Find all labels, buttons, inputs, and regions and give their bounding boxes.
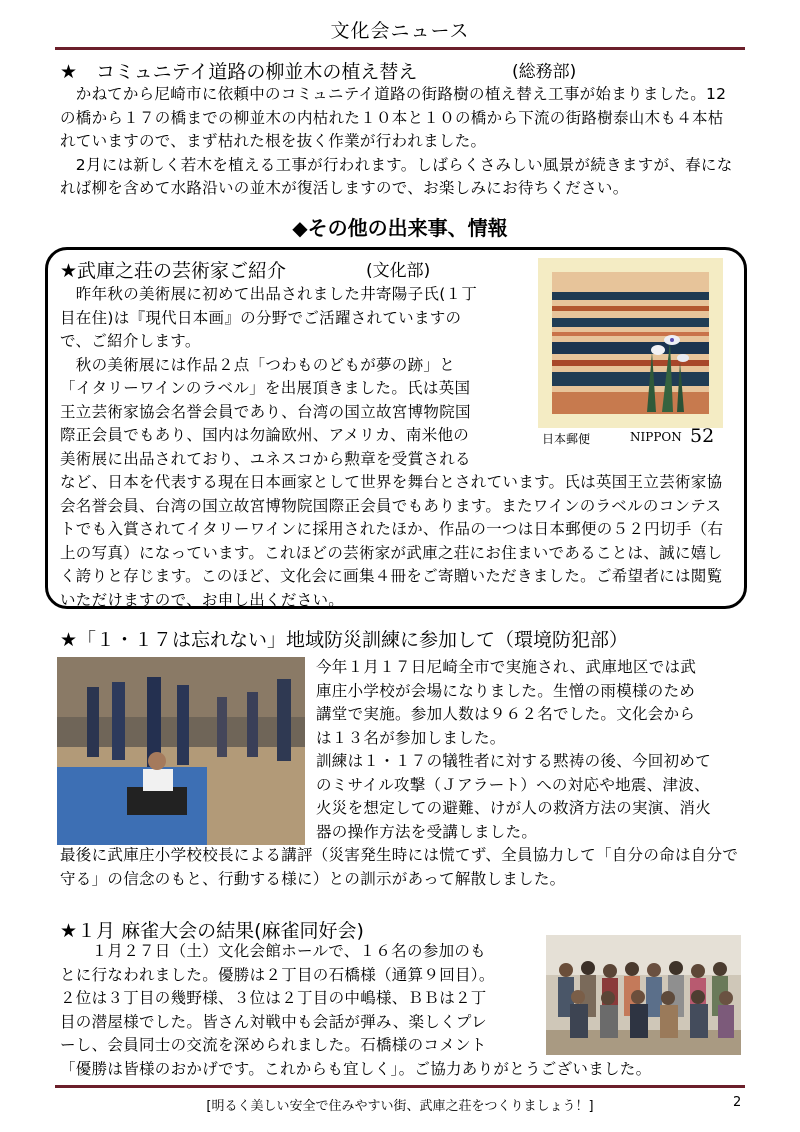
section1-dept: (総務部) — [512, 62, 577, 82]
text-line: 器の操作方法を受講しました。 — [316, 822, 538, 841]
section1-paragraph: かねてから尼崎市に依頼中のコミュニテイ道路の街路樹の植え替え工事が始まりました。12 の橋から１７の橋までの柳並木の内枯れた１０本と１０の橋から下流の街路樹泰山木も４本枯れていますので、まず枯れた根を抜く作業が行われました。 — [60, 85, 727, 150]
text-line: ２位は３丁目の幾野様、３位は２丁目の中嶋様、ＢＢは２丁 — [60, 989, 487, 1007]
text-line: 目の潜屋様でした。皆さん対戦中も会話が弾み、楽しくプレ — [60, 1012, 487, 1031]
text-line: 訓練は１・１７の犠牲者に対する黙祷の後、今回初めて — [316, 752, 712, 770]
mahjong-group-photo — [546, 935, 741, 1055]
section1-paragraph: 2月には新しく若木を植える工事が行われます。しばらくさみしい風景が続きますが、春になれば柳を含めて水路沿いの並木が復活しますので、お楽しみにお待ちください。 — [60, 155, 733, 197]
section4-body: 「優勝は皆様のおかげです。これからも宜しく」。ご協力ありがとうございました。 — [60, 1060, 652, 1078]
section2-title: ★武庫之荘の芸術家ご紹介 — [60, 260, 287, 282]
footer-slogan: [明るく美しい安全で住みやすい街、武庫之荘をつくりましょう！] — [206, 1099, 594, 1114]
text-line: で、ご紹介します。 — [60, 332, 201, 350]
section2-wrap-text — [60, 283, 530, 471]
text-line: は１３名が参加しました。 — [316, 728, 506, 747]
text-line: 講堂で実施。参加人数は９６２名でした。文化会から — [316, 705, 696, 723]
section4-wrap-text — [60, 940, 540, 1058]
text-line: のミサイル攻撃（Ｊアラート）への対応や地震、津波、 — [316, 775, 710, 794]
text-line: 庫庄小学校が会場になりました。生憎の雨模様のため — [316, 681, 696, 700]
stamp-painting — [552, 272, 709, 414]
text-line: 昨年秋の美術展に初めて出品されました井寄陽子氏(１丁 — [60, 285, 478, 303]
text-line: 目在住)は『現代日本画』の分野でご活躍されていますの — [60, 308, 462, 327]
text-line: 秋の美術展には作品２点「つわものどもが夢の跡」と — [60, 355, 456, 374]
stamp-country-text: NIPPON — [630, 430, 682, 444]
stamp-value: 52 — [690, 425, 715, 447]
section4-title: ★１月 麻雀大会の結果(麻雀同好会) — [60, 920, 364, 942]
header-rule — [55, 47, 745, 50]
page-number: 2 — [733, 1095, 742, 1110]
section1-title: ★ コミュニテイ道路の柳並木の植え替え — [60, 61, 418, 83]
section2-dept: (文化部) — [366, 261, 431, 281]
text-line: １月２７日（土）文化会館ホールで、１６名の参加のも — [60, 942, 486, 960]
text-line: 火災を想定しての避難、けが人の救済方法の実演、消火 — [316, 799, 712, 817]
text-line: 今年１月１７日尼崎全市で実施され、武庫地区では武 — [316, 658, 697, 676]
section3-body: 最後に武庫庄小学校校長による講評（災害発生時には慌てず、全員協力して「自分の命は自分で守る」の信念のもと、行動する様に）との訓示があって解散しました。 — [60, 846, 739, 888]
text-line: 「イタリーワインのラベル」を出展頂きました。氏は英国 — [60, 379, 471, 397]
stamp-left-text: 日本郵便 — [542, 432, 591, 446]
disaster-drill-photo — [57, 657, 305, 845]
text-line: とに行なわれました。優勝は２丁目の石橋様（通算９回目）。 — [60, 965, 495, 984]
section3-title: ★「１・１７は忘れない」地域防災訓練に参加して（環境防犯部） — [60, 629, 629, 651]
text-line: 美術展に出品されており、ユネスコから勲章を受賞される — [60, 449, 471, 468]
section2-body: など、日本を代表する現在日本画家として世界を舞台とされています。氏は英国王立芸術家協会名誉会員、台湾の国立故宮博物院国際正会員でもあります。またワインのラベルのコンテストでも入賞されてイタリーワインに採用されたほか、作品の一つは日本郵便の５２円切手（右上の写真）になっています。これほどの芸術家が武庫之荘にお住まいであることは、誠に嬉しく誇りと存じます。このほど、文化会に画集４冊をご寄贈いただきました。ご希望者には閲覧いただけますので、お申し出ください。 — [60, 473, 724, 609]
text-line: ーし、会員同士の交流を深められました。石橋様のコメント — [60, 1036, 487, 1054]
postage-stamp — [538, 258, 723, 451]
newsletter-title: 文化会ニュース — [330, 20, 470, 42]
text-line: 際正会員でもあり、国内は勿論欧州、アメリカ、南米他の — [60, 426, 470, 444]
section1-body — [60, 83, 736, 201]
footer-rule — [55, 1085, 745, 1088]
text-line: 王立芸術家協会名誉会員であり、台湾の国立故宮博物院国 — [60, 402, 471, 421]
other-events-heading: ◆その他の出来事、情報 — [292, 216, 508, 240]
section3-wrap-text — [316, 656, 746, 844]
